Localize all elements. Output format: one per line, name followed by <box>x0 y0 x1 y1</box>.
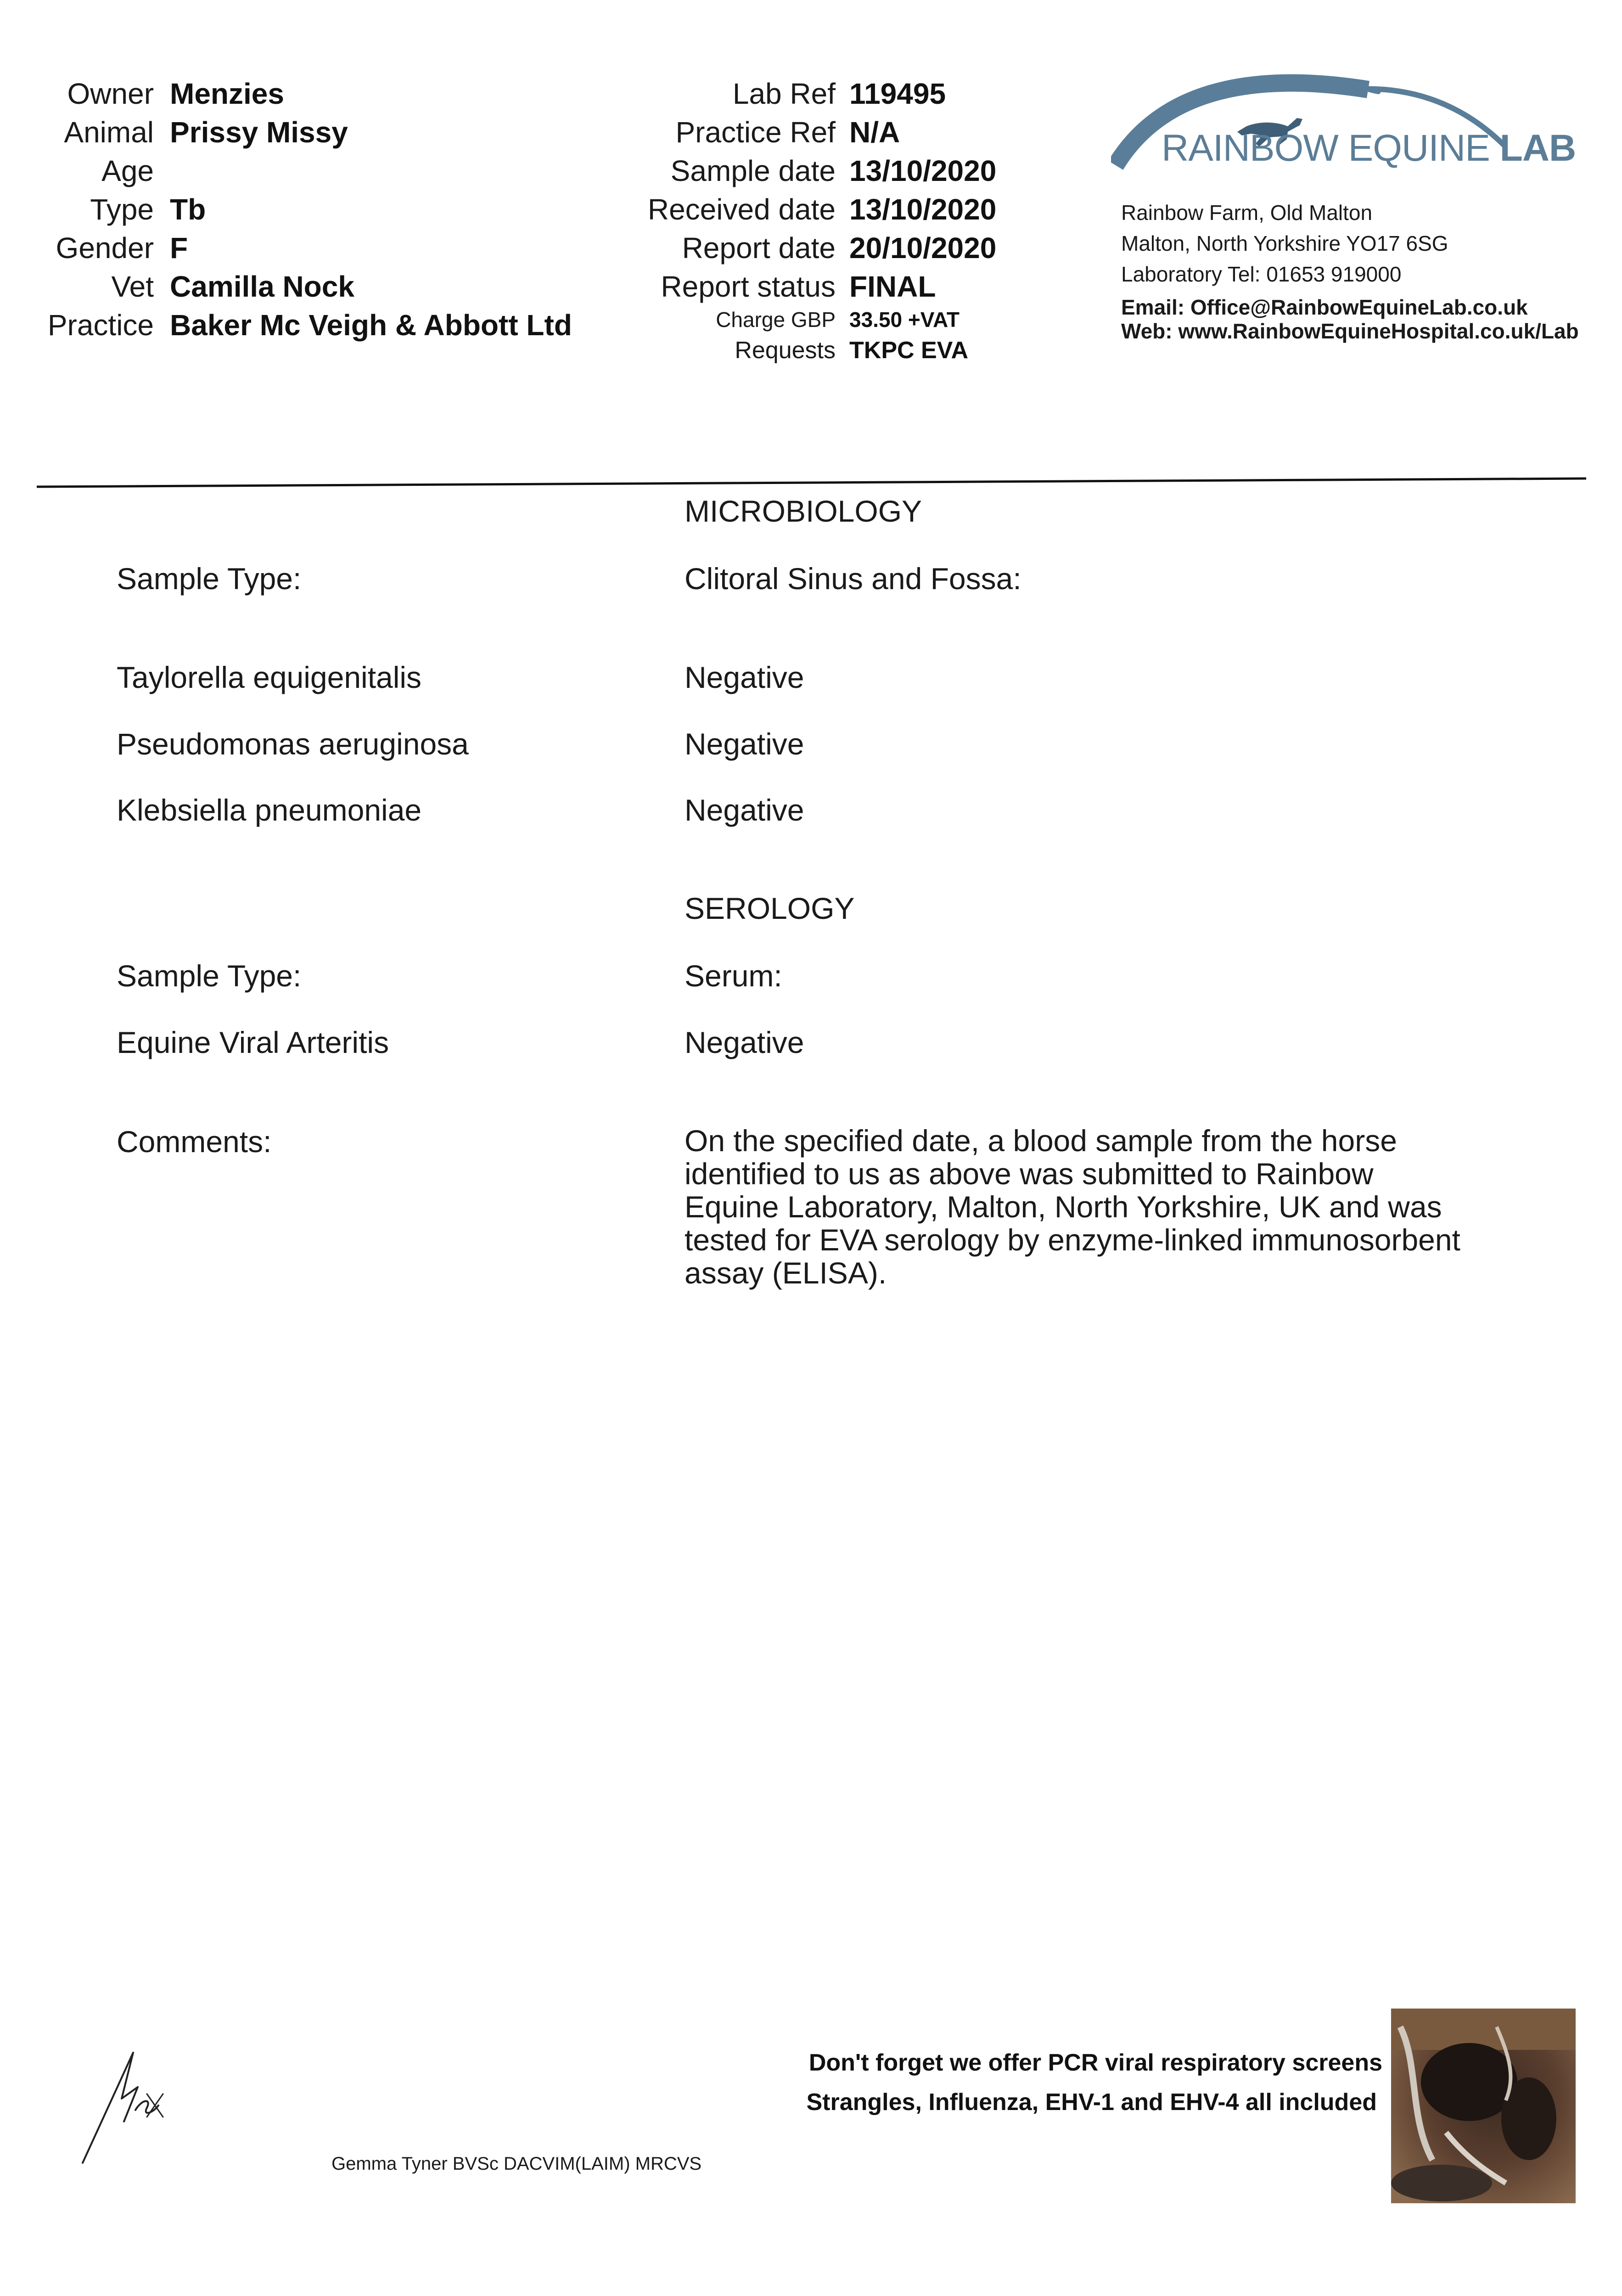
report-date-value: 20/10/2020 <box>849 231 997 264</box>
report-date-label: Report date <box>682 231 836 264</box>
owner-value: Menzies <box>170 77 284 110</box>
logo-text: RAINBOW EQUINE <box>1162 127 1500 169</box>
vet-label: Vet <box>111 270 154 303</box>
practice-ref-value: N/A <box>849 116 900 149</box>
charge-row <box>0 306 1102 333</box>
charge-label: Charge GBP <box>716 308 836 332</box>
owner-label: Owner <box>67 77 154 110</box>
address-line-2: Malton, North Yorkshire YO17 6SG <box>1121 231 1448 255</box>
horse-nose-icon <box>1391 2009 1576 2203</box>
result-value: Negative <box>685 660 804 694</box>
animal-value: Prissy Missy <box>170 116 348 149</box>
promo-line-2: Strangles, Influenza, EHV-1 and EHV-4 all included <box>806 2089 1377 2116</box>
signature-image <box>78 2043 179 2172</box>
practice-value: Baker Mc Veigh & Abbott Ltd <box>170 309 572 342</box>
lab-ref-row <box>0 74 1102 113</box>
requests-value: TKPC EVA <box>849 337 969 364</box>
result-test-name: Taylorella equigenitalis <box>117 660 422 694</box>
report-status-label: Report status <box>661 270 836 303</box>
requests-label: Requests <box>735 337 836 364</box>
signer-name: Gemma Tyner BVSc DACVIM(LAIM) MRCVS <box>331 2154 702 2174</box>
received-date-row <box>0 190 1102 229</box>
practice-ref-row <box>0 113 1102 152</box>
microbiology-heading: MICROBIOLOGY <box>685 494 922 528</box>
report-date-row <box>0 229 1102 267</box>
result-value: Negative <box>685 793 804 827</box>
address-line-1: Rainbow Farm, Old Malton <box>1121 201 1373 225</box>
animal-label: Animal <box>64 116 154 149</box>
received-date-label: Received date <box>647 193 836 226</box>
report-status-value: FINAL <box>849 270 936 303</box>
sero-sample-type-label: Sample Type: <box>117 959 302 993</box>
horse-nose-photo <box>1391 2009 1576 2203</box>
result-test-name: Pseudomonas aeruginosa <box>117 727 469 761</box>
sero-sample-type-value: Serum: <box>685 959 782 993</box>
sample-date-label: Sample date <box>670 154 836 187</box>
report-status-row <box>0 267 1102 306</box>
requests-row <box>0 334 1102 366</box>
promo-line-1: Don't forget we offer PCR viral respiratory screens <box>808 2049 1382 2076</box>
practice-ref-label: Practice Ref <box>675 116 836 149</box>
lab-ref-value: 119495 <box>849 77 946 110</box>
micro-sample-type-label: Sample Type: <box>117 562 302 596</box>
header-divider <box>0 473 1622 491</box>
rainbow-equine-lab-logo <box>1111 69 1593 188</box>
charge-value: 33.50 +VAT <box>849 308 960 332</box>
result-value: Negative <box>685 1025 804 1059</box>
lab-ref-label: Lab Ref <box>732 77 836 110</box>
micro-sample-type-value: Clitoral Sinus and Fossa: <box>685 562 1021 596</box>
gender-label: Gender <box>56 231 154 264</box>
lab-email: Email: Office@RainbowEquineLab.co.uk <box>1121 295 1528 319</box>
type-label: Type <box>90 193 154 226</box>
type-value: Tb <box>170 193 206 226</box>
vet-value: Camilla Nock <box>170 270 354 303</box>
age-label: Age <box>101 154 154 187</box>
sample-date-value: 13/10/2020 <box>849 154 997 187</box>
comments-label: Comments: <box>117 1125 272 1159</box>
gender-value: F <box>170 231 188 264</box>
lab-website: Web: www.RainbowEquineHospital.co.uk/Lab <box>1121 319 1579 343</box>
logo-wordmark <box>1162 127 1576 170</box>
logo-bold-text: LAB <box>1499 127 1576 169</box>
result-value: Negative <box>685 727 804 761</box>
practice-label: Practice <box>47 309 154 342</box>
lab-telephone: Laboratory Tel: 01653 919000 <box>1121 262 1402 286</box>
comments-text: On the specified date, a blood sample from the horse identified to us as above was submitted to Rainbow Equine Laboratory, Malton, North Yorkshire, UK and was tested for EVA serology by enzyme-linked immunosorbent assay (ELISA). <box>685 1124 1460 1290</box>
result-test-name: Equine Viral Arteritis <box>117 1025 389 1059</box>
serology-heading: SEROLOGY <box>685 891 855 925</box>
result-test-name: Klebsiella pneumoniae <box>117 793 422 827</box>
received-date-value: 13/10/2020 <box>849 193 997 226</box>
sample-date-row <box>0 152 1102 190</box>
